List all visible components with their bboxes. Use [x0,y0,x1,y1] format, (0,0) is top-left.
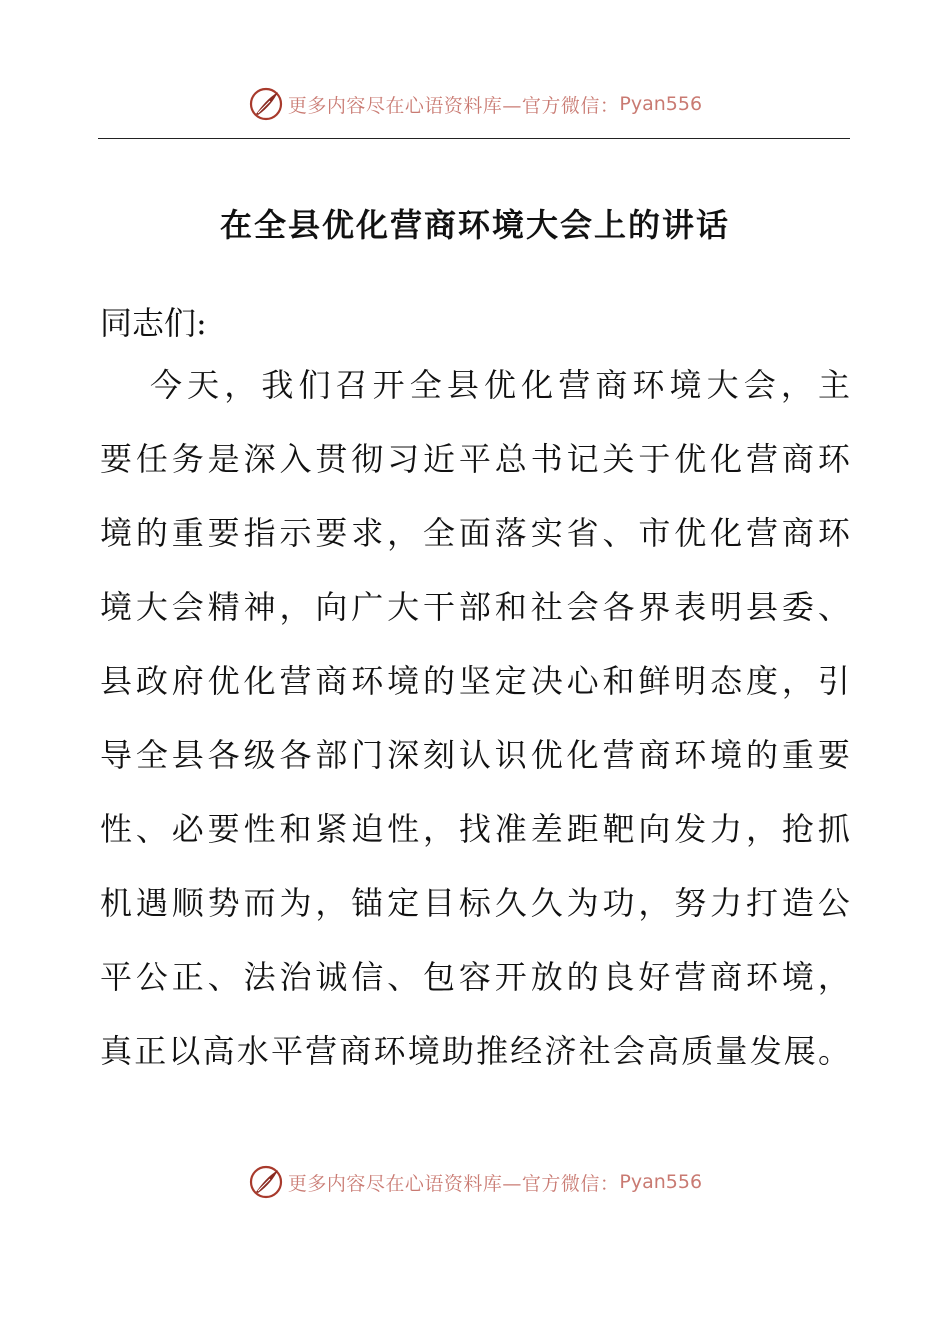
footer-banner [0,1162,950,1202]
body-line: 平 公 正 、 法 治 诚 信 、 包 容 开 放 的 良 好 营 商 环 境 ， [100,958,850,996]
banner-wechat-id: Pyan556 [619,93,703,115]
body-line: 今 天 ， 我 们 召 开 全 县 优 化 营 商 环 境 大 会 ， 主 [150,366,850,404]
banner-text: 更多内容尽在心语资料库—官方微信： [287,1172,620,1195]
header-divider [98,138,850,139]
header-banner [0,84,950,124]
body-line: 要 任 务 是 深 入 贯 彻 习 近 平 总 书 记 关 于 优 化 营 商 环 [100,440,850,478]
body-line: 机 遇 顺 势 而 为 ， 锚 定 目 标 久 久 为 功 ， 努 力 打 造 公 [100,884,850,922]
quill-pen-logo-icon [248,86,284,122]
salutation: 同志们: [100,304,207,342]
body-line: 境 大 会 精 神 ， 向 广 大 干 部 和 社 会 各 界 表 明 县 委 、 [100,588,850,626]
body-line: 导 全 县 各 级 各 部 门 深 刻 认 识 优 化 营 商 环 境 的 重 要 [100,736,850,774]
document-title: 在全县优化营商环境大会上的讲话 [219,206,730,244]
banner-text: 更多内容尽在心语资料库—官方微信： [287,94,620,117]
body-line: 性 、 必 要 性 和 紧 迫 性 ， 找 准 差 距 靶 向 发 力 ， 抢 抓 [100,810,850,848]
body-line: 真 正 以 高 水 平 营 商 环 境 助 推 经 济 社 会 高 质 量 发 展 。 [100,1032,850,1070]
body-line: 县 政 府 优 化 营 商 环 境 的 坚 定 决 心 和 鲜 明 态 度 ， 引 [100,662,850,700]
body-line: 境 的 重 要 指 示 要 求 ， 全 面 落 实 省 、 市 优 化 营 商 环 [100,514,850,552]
quill-pen-logo-icon [248,1164,284,1200]
banner-wechat-id: Pyan556 [619,1171,703,1193]
